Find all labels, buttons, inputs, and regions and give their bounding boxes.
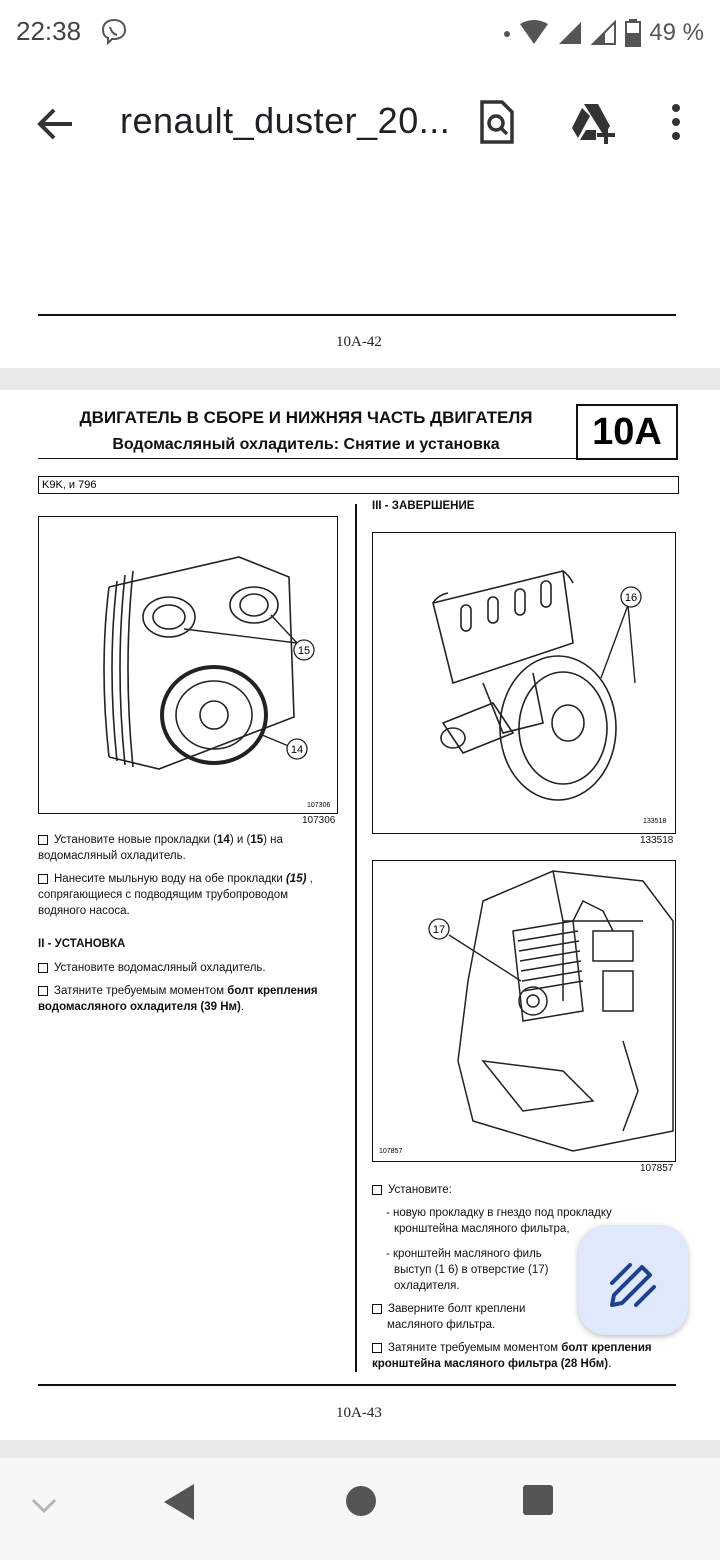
signal-icon (557, 20, 583, 46)
chapter-title: ДВИГАТЕЛЬ В СБОРЕ И НИЖНЯЯ ЧАСТЬ ДВИГАТЕЛЯ (79, 408, 533, 427)
oil-cooler-illustration (39, 517, 337, 813)
callout-17: 17 (432, 924, 446, 936)
system-navigation-bar (0, 1458, 720, 1560)
chevron-down-icon[interactable] (30, 1496, 58, 1516)
callout-15: 15 (297, 645, 311, 657)
filter-bracket-illustration (373, 533, 675, 833)
checkbox-bullet (372, 1185, 382, 1195)
wifi-icon (519, 20, 549, 46)
viber-icon (100, 18, 128, 46)
battery-icon (625, 19, 641, 47)
figure-oil-cooler-gaskets (38, 516, 338, 814)
checkbox-bullet (372, 1343, 382, 1353)
figure-inner-number: 107857 (379, 1148, 403, 1155)
instruction-install-cooler: Установите водомасляный охладитель. (38, 960, 338, 976)
checkbox-bullet (38, 874, 48, 884)
page-footer-rule (38, 314, 676, 316)
section-heading-installation: II - УСТАНОВКА (38, 938, 126, 950)
instruction-torque-cooler: Затяните требуемым моментом болт крепления водомасляного охладителя (39 Нм). (38, 985, 318, 1013)
annotate-fab-button[interactable] (578, 1225, 688, 1335)
page-footer-rule (38, 1384, 676, 1386)
nav-back-icon[interactable] (162, 1482, 196, 1522)
signal-icon-2 (591, 20, 617, 46)
status-bar (0, 0, 720, 68)
document-title: renault_duster_20... (120, 100, 451, 141)
instruction-install: Установите: (372, 1182, 672, 1198)
instruction-soapy-water: Нанесите мыльную воду на обе прокладки (15) , сопрягающиеся с подводящим трубопроводом водяного насоса. (38, 873, 313, 917)
engine-model-box: K9K, и 796 (38, 476, 679, 494)
instruction-torque-bracket: Затяните требуемым моментом болт крепления кронштейна масляного фильтра (28 Нбм). (372, 1342, 652, 1370)
checkbox-bullet (38, 963, 48, 973)
figure-engine-cooler-location (372, 860, 676, 1162)
chapter-badge: 10A (576, 404, 678, 460)
instruction-tighten-bolt: Заверните болт креплени масляного фильтра. (372, 1301, 582, 1333)
header-rule (38, 458, 676, 459)
add-to-drive-icon[interactable] (568, 98, 616, 146)
figure-number: 133518 (640, 835, 674, 846)
dot-icon: ● (502, 25, 512, 41)
section-heading-completion: III - ЗАВЕРШЕНИЕ (372, 500, 475, 512)
figure-filter-bracket-gasket (372, 532, 676, 834)
callout-16: 16 (624, 592, 638, 604)
status-time: 22:38 (16, 16, 82, 46)
document-page-previous (0, 178, 720, 368)
nav-home-icon[interactable] (344, 1484, 378, 1518)
nav-recents-icon[interactable] (522, 1484, 554, 1516)
app-bar (0, 68, 720, 178)
instruction-new-gasket: - новую прокладку в гнездо под прокладку кронштейна масляного фильтра, (386, 1207, 612, 1235)
figure-number: 107306 (302, 815, 336, 826)
column-divider (355, 504, 357, 1372)
figure-inner-number: 107306 (307, 802, 331, 809)
search-document-icon[interactable] (472, 98, 520, 146)
callout-14: 14 (290, 744, 304, 756)
instruction-bracket: - кронштейн масляного филь выступ (1 6) в отверстие (17) охладителя. (386, 1248, 549, 1292)
checkbox-bullet (38, 835, 48, 845)
engine-block-illustration (373, 861, 675, 1161)
figure-number: 107857 (640, 1163, 674, 1174)
figure-inner-number: 133518 (643, 818, 667, 825)
instruction-install-gaskets: Установите новые прокладки (14) и (15) на водомасляный охладитель. (38, 834, 283, 862)
checkbox-bullet (372, 1304, 382, 1314)
section-title: Водомасляный охладитель: Снятие и установка (112, 436, 500, 453)
pen-edit-icon (578, 1225, 688, 1335)
status-icons (503, 16, 704, 50)
page-number: 10A-42 (336, 334, 382, 350)
page-number: 10A-43 (336, 1405, 382, 1421)
more-options-icon[interactable] (652, 98, 700, 146)
checkbox-bullet (38, 986, 48, 996)
battery-percent: 49 % (649, 19, 704, 46)
back-arrow-icon[interactable] (36, 104, 76, 144)
